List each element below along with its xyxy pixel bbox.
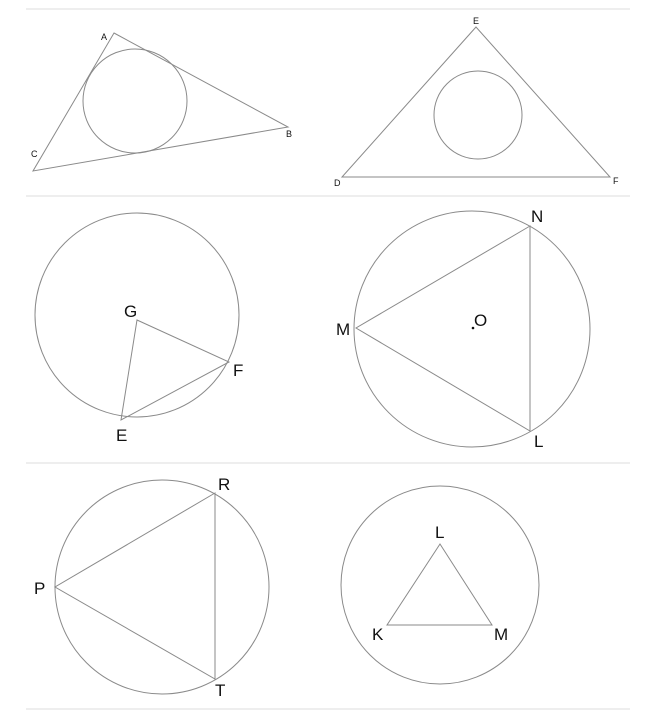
point-label-o: O (474, 311, 488, 330)
point-label-k: K (372, 625, 384, 644)
panel-circle-triangle-klm (341, 486, 539, 684)
vertex-label-f: F (613, 176, 619, 186)
incircle-abc (83, 49, 187, 153)
panel-triangle-abc-incircle (33, 33, 288, 171)
point-label-e: E (116, 426, 128, 445)
circle-o (354, 211, 590, 447)
point-label-g: G (124, 302, 138, 321)
circle-in-def (434, 71, 522, 159)
point-label-t: T (215, 681, 226, 700)
triangle-abc (33, 33, 288, 171)
vertex-label-e: E (473, 16, 480, 26)
point-label-n: N (531, 207, 544, 226)
point-label-p: P (34, 579, 46, 598)
panel-triangle-def-circle (342, 27, 610, 177)
panel-circle-triangle-prt (55, 480, 269, 694)
point-label-l2: L (435, 523, 445, 542)
vertex-label-b: B (286, 129, 293, 139)
triangle-prt (55, 493, 215, 679)
point-label-m: M (336, 320, 351, 339)
triangle-klm (387, 544, 492, 625)
point-label-r: R (218, 475, 231, 494)
panel-circle-o-triangle (354, 211, 590, 447)
triangle-gef (121, 320, 229, 420)
vertex-label-c: C (31, 149, 38, 159)
vertex-label-a: A (101, 32, 108, 42)
point-label-m2: M (494, 625, 509, 644)
triangle-mnl (356, 226, 530, 431)
vertex-label-d: D (334, 178, 341, 188)
point-label-l: L (534, 432, 544, 451)
circle-prt (55, 480, 269, 694)
circle-klm (341, 486, 539, 684)
point-label-f: F (233, 361, 244, 380)
triangle-def (342, 27, 610, 177)
